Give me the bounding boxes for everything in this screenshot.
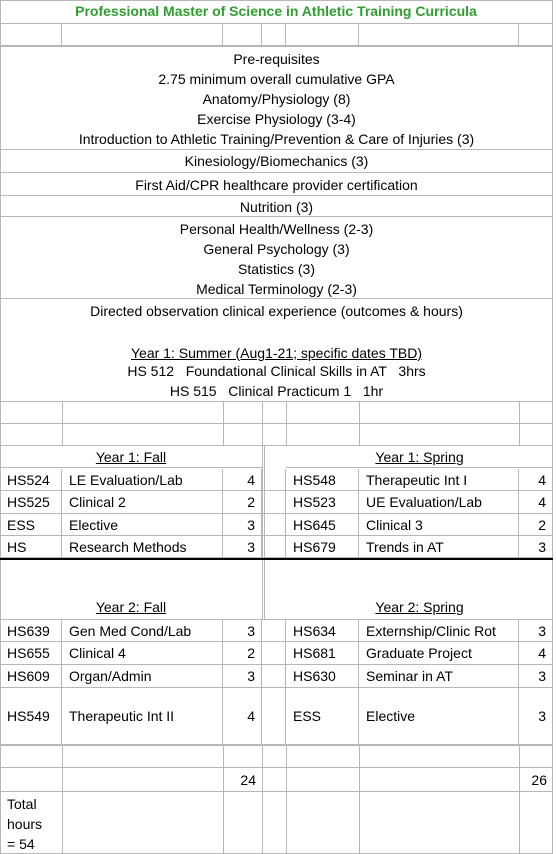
empty-cell — [286, 24, 359, 46]
course-name: LE Evaluation/Lab — [62, 469, 223, 491]
empty-cell — [223, 24, 262, 46]
prereq-item: Statistics (3) — [237, 261, 315, 277]
course-name: Organ/Admin — [62, 665, 223, 688]
course-name: Clinical 2 — [62, 491, 223, 514]
course-name: Therapeutic Int II — [62, 688, 223, 745]
course-name: Elective — [62, 514, 223, 536]
course-code: HS525 — [0, 491, 62, 514]
summer-heading: Year 1: Summer (Aug1-21; specific dates TBD) — [130, 345, 423, 361]
course-code: HS548 — [286, 469, 359, 491]
prereq-header: Pre-requisites — [233, 51, 320, 67]
course-credits: 4 — [519, 491, 553, 514]
course-name: Clinical 4 — [62, 642, 223, 665]
course-credits: 2 — [223, 642, 262, 665]
fall-total: 24 — [240, 772, 256, 788]
course-credits: 2 — [223, 491, 262, 514]
course-code: HS681 — [286, 642, 359, 665]
empty-cell — [519, 24, 553, 46]
page-title: Professional Master of Science in Athletic Training Curricula — [0, 0, 553, 24]
spacer-cell — [262, 469, 286, 491]
course-name: UE Evaluation/Lab — [359, 491, 519, 514]
prereq-item: Anatomy/Physiology (8) — [202, 91, 351, 107]
spacer-cell — [262, 688, 286, 745]
course-credits: 3 — [223, 665, 262, 688]
course-name: Graduate Project — [359, 642, 519, 665]
year1-spring-heading: Year 1: Spring — [286, 446, 553, 468]
course-code: HS639 — [0, 620, 62, 642]
spacer-cell — [262, 665, 286, 688]
prereq-item: Exercise Physiology (3-4) — [197, 111, 356, 127]
course-name: Elective — [359, 688, 519, 745]
course-code: HS655 — [0, 642, 62, 665]
empty-cell — [359, 24, 519, 46]
course-credits: 3 — [223, 536, 262, 558]
course-credits: 4 — [519, 642, 553, 665]
course-credits: 2 — [519, 514, 553, 536]
course-name: Trends in AT — [359, 536, 519, 558]
course-credits: 4 — [223, 688, 262, 745]
course-name: Therapeutic Int I — [359, 469, 519, 491]
course-code: HS549 — [0, 688, 62, 745]
course-credits: 4 — [519, 469, 553, 491]
total-hours-label: Total — [7, 796, 37, 812]
course-credits: 3 — [519, 536, 553, 558]
prereq-item: Kinesiology/Biomechanics (3) — [184, 153, 369, 169]
course-code: HS524 — [0, 469, 62, 491]
course-credits: 4 — [223, 469, 262, 491]
prereq-item: Introduction to Athletic Training/Prevention & Care of Injuries (3) — [78, 131, 475, 147]
empty-cell — [62, 24, 223, 46]
course-credits: 3 — [223, 620, 262, 642]
prereq-item: Nutrition (3) — [239, 199, 314, 215]
course-name: Clinical 3 — [359, 514, 519, 536]
course-credits: 3 — [519, 620, 553, 642]
course-credits: 3 — [519, 665, 553, 688]
total-hours-label: hours — [7, 816, 43, 832]
summer-course: HS 512 Foundational Clinical Skills in AT 3hrs — [127, 363, 426, 379]
course-code: HS523 — [286, 491, 359, 514]
spacer-cell — [262, 536, 286, 558]
spacer-cell — [262, 514, 286, 536]
course-name: Research Methods — [62, 536, 223, 558]
summer-course: HS 515 Clinical Practicum 1 1hr — [169, 383, 384, 399]
course-code: ESS — [0, 514, 62, 536]
prereq-item: Personal Health/Wellness (2-3) — [179, 221, 374, 237]
year2-fall-heading: Year 2: Fall — [95, 599, 167, 615]
course-code: HS634 — [286, 620, 359, 642]
course-credits: 3 — [223, 514, 262, 536]
course-name: Gen Med Cond/Lab — [62, 620, 223, 642]
course-credits: 3 — [519, 688, 553, 745]
course-name: Seminar in AT — [359, 665, 519, 688]
course-code: HS630 — [286, 665, 359, 688]
spacer-cell — [262, 491, 286, 514]
total-hours-label: = 54 — [7, 836, 35, 852]
course-code: ESS — [286, 688, 359, 745]
prereq-item: Medical Terminology (2-3) — [196, 281, 357, 297]
prereq-item: First Aid/CPR healthcare provider certification — [135, 177, 418, 193]
course-code: HS — [0, 536, 62, 558]
year1-fall-heading: Year 1: Fall — [0, 446, 262, 468]
empty-cell — [0, 24, 62, 46]
course-code: HS679 — [286, 536, 359, 558]
prereq-item: 2.75 minimum overall cumulative GPA — [158, 71, 395, 87]
spacer-cell — [262, 642, 286, 665]
prereq-item: General Psychology (3) — [203, 241, 350, 257]
spacer-cell — [262, 620, 286, 642]
prereq-item: Directed observation clinical experience (outcomes & hours) — [90, 303, 463, 319]
spring-total: 26 — [531, 772, 547, 788]
course-code: HS609 — [0, 665, 62, 688]
course-name: Externship/Clinic Rot — [359, 620, 519, 642]
year2-spring-heading: Year 2: Spring — [375, 599, 464, 615]
course-code: HS645 — [286, 514, 359, 536]
empty-cell — [262, 24, 286, 46]
